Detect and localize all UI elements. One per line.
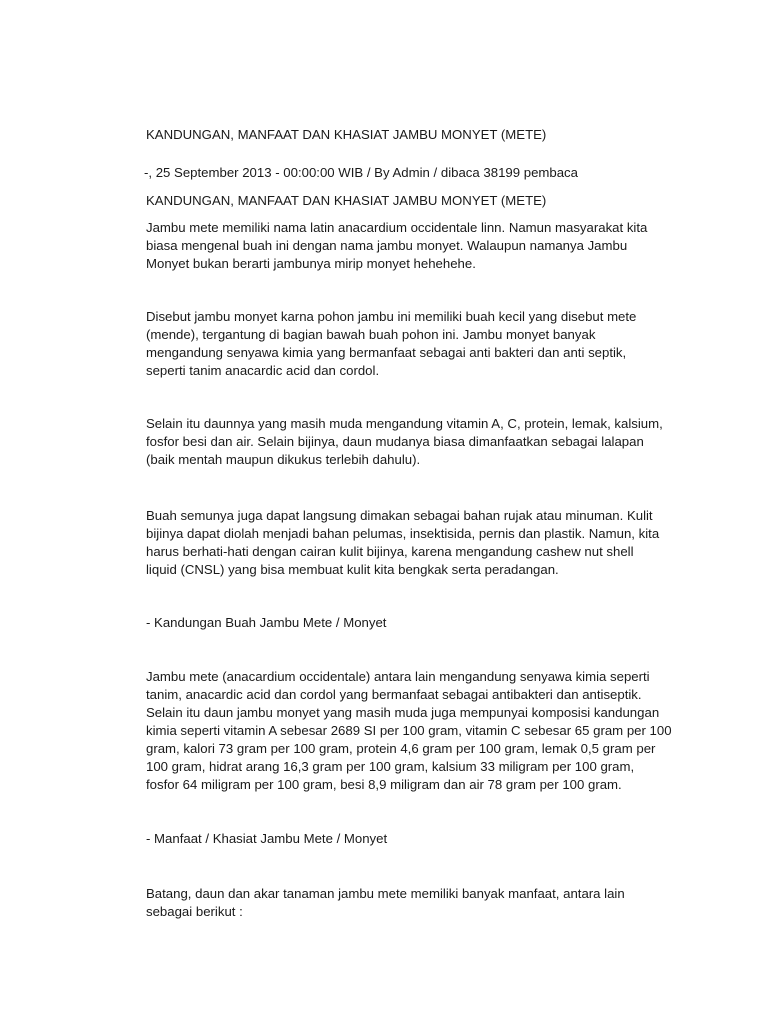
- document-title-repeat: KANDUNGAN, MANFAAT DAN KHASIAT JAMBU MONYET (METE): [146, 193, 547, 208]
- paragraph-4: [146, 507, 691, 579]
- paragraph-line: Jambu mete (anacardium occidentale) antara lain mengandung senyawa kimia seperti: [146, 669, 650, 684]
- document-meta: -, 25 September 2013 - 00:00:00 WIB / By Admin / dibaca 38199 pembaca: [144, 165, 578, 180]
- document-title: KANDUNGAN, MANFAAT DAN KHASIAT JAMBU MONYET (METE): [146, 127, 547, 142]
- paragraph-line: Selain itu daun jambu monyet yang masih muda juga mempunyai komposisi kandungan: [146, 705, 660, 720]
- paragraph-line: fosfor 64 miligram per 100 gram, besi 8,9 miligram dan air 78 gram per 100 gram.: [146, 777, 622, 792]
- paragraph-line: Monyet bukan berarti jambunya mirip monyet hehehehe.: [146, 256, 476, 271]
- paragraph-line: bijinya dapat diolah menjadi bahan pelumas, insektisida, pernis dan plastik. Namun, kita: [146, 526, 660, 541]
- paragraph-line: 100 gram, hidrat arang 16,3 gram per 100 gram, kalsium 33 miligram per 100 gram,: [146, 759, 635, 774]
- paragraph-line: (mende), tergantung di bagian bawah buah pohon ini. Jambu monyet banyak: [146, 327, 596, 342]
- paragraph-line: Batang, daun dan akar tanaman jambu mete memiliki banyak manfaat, antara lain: [146, 886, 625, 901]
- section-heading: - Manfaat / Khasiat Jambu Mete / Monyet: [146, 831, 388, 846]
- paragraph-2: [146, 308, 691, 380]
- section-heading: - Kandungan Buah Jambu Mete / Monyet: [146, 615, 387, 630]
- paragraph-line: mengandung senyawa kimia yang bermanfaat sebagai anti bakteri dan anti septik,: [146, 345, 627, 360]
- paragraph-line: biasa mengenal buah ini dengan nama jambu monyet. Walaupun namanya Jambu: [146, 238, 628, 253]
- paragraph-line: Disebut jambu monyet karna pohon jambu ini memiliki buah kecil yang disebut mete: [146, 309, 637, 324]
- paragraph-line: seperti tanim anacardic acid dan cordol.: [146, 363, 380, 378]
- paragraph-line: liquid (CNSL) yang bisa membuat kulit kita bengkak serta peradangan.: [146, 562, 559, 577]
- paragraph-line: gram, kalori 73 gram per 100 gram, protein 4,6 gram per 100 gram, lemak 0,5 gram per: [146, 741, 656, 756]
- paragraph-line: fosfor besi dan air. Selain bijinya, daun mudanya biasa dimanfaatkan sebagai lalapan: [146, 434, 644, 449]
- paragraph-line: Jambu mete memiliki nama latin anacardium occidentale linn. Namun masyarakat kita: [146, 220, 648, 235]
- section-heading-manfaat: [146, 830, 691, 848]
- paragraph-6: [146, 885, 691, 921]
- paragraph-line: sebagai berikut :: [146, 904, 243, 919]
- paragraph-5: [146, 668, 691, 794]
- paragraph-line: Selain itu daunnya yang masih muda mengandung vitamin A, C, protein, lemak, kalsium,: [146, 416, 663, 431]
- paragraph-3: [146, 415, 691, 469]
- paragraph-line: Buah semunya juga dapat langsung dimakan sebagai bahan rujak atau minuman. Kulit: [146, 508, 653, 523]
- paragraph-1: [146, 219, 691, 273]
- paragraph-line: kimia seperti vitamin A sebesar 2689 SI per 100 gram, vitamin C sebesar 65 gram per 100: [146, 723, 672, 738]
- paragraph-line: harus berhati-hati dengan cairan kulit bijinya, karena mengandung cashew nut shell: [146, 544, 634, 559]
- section-heading-kandungan: [146, 614, 691, 632]
- paragraph-line: tanim, anacardic acid dan cordol yang bermanfaat sebagai antibakteri dan antiseptik.: [146, 687, 642, 702]
- paragraph-line: (baik mentah maupun dikukus terlebih dahulu).: [146, 452, 421, 467]
